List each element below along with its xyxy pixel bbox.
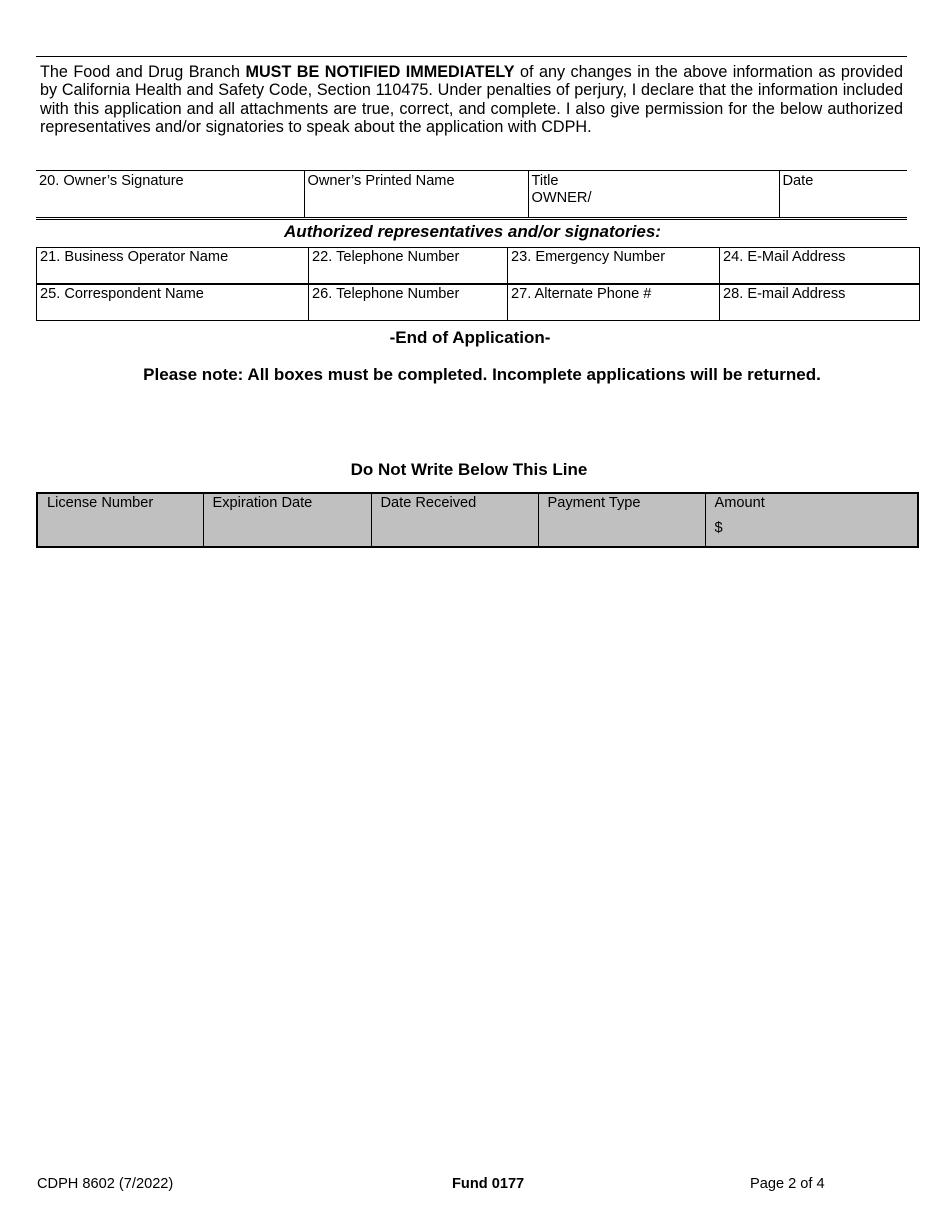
date-received-label: Date Received xyxy=(380,495,477,511)
field-label: 23. Emergency Number xyxy=(511,249,666,265)
license-number-cell xyxy=(37,493,203,547)
date-label: Date xyxy=(782,173,814,189)
field-label: 22. Telephone Number xyxy=(312,249,460,265)
end-of-application: -End of Application- xyxy=(389,328,551,347)
operator-telephone-field[interactable] xyxy=(309,248,508,285)
field-label: 28. E-mail Address xyxy=(723,286,846,302)
field-label: 27. Alternate Phone # xyxy=(511,286,652,302)
field-label: 25. Correspondent Name xyxy=(40,286,204,302)
title-label: Title xyxy=(531,173,559,189)
expiration-date-cell xyxy=(203,493,371,547)
payment-type-label: Payment Type xyxy=(547,495,641,511)
top-rule xyxy=(36,56,907,57)
title-value: OWNER/ xyxy=(531,190,592,206)
date-received-cell xyxy=(371,493,538,547)
license-number-label: License Number xyxy=(47,495,154,511)
form-id: CDPH 8602 (7/2022) xyxy=(37,1176,174,1192)
declaration-emphasis: MUST BE NOTIFIED IMMEDIATELY xyxy=(245,63,515,81)
declaration-body: of any changes in the above information as provided by California Health and Safety Code, Section 110475. Under penalties of perjury, I declare that the information included with this application and all attachments are true, correct, and complete. I also give permission for the below authorized representatives and/or signatories to speak about the application with CDPH. xyxy=(40,63,903,137)
owner-signature-label: 20. Owner’s Signature xyxy=(39,173,184,189)
expiration-date-label: Expiration Date xyxy=(212,495,313,511)
representatives-row xyxy=(37,248,920,285)
amount-cell xyxy=(705,493,918,547)
correspondent-name-field[interactable] xyxy=(37,284,309,321)
payment-type-cell xyxy=(538,493,705,547)
amount-currency: $ xyxy=(714,520,723,536)
office-use-table xyxy=(36,492,919,548)
page-number: Page 2 of 4 xyxy=(750,1176,825,1192)
correspondent-email-field[interactable] xyxy=(720,284,920,321)
representatives-table xyxy=(36,247,920,321)
date-field[interactable] xyxy=(779,171,907,219)
field-label: 21. Business Operator Name xyxy=(40,249,229,265)
owner-printed-name-label: Owner’s Printed Name xyxy=(307,173,455,189)
business-operator-name-field[interactable] xyxy=(37,248,309,285)
field-label: 24. E-Mail Address xyxy=(723,249,846,265)
emergency-number-field[interactable] xyxy=(508,248,720,285)
field-label: 26. Telephone Number xyxy=(312,286,460,302)
owner-signature-field[interactable] xyxy=(36,171,304,219)
signature-table xyxy=(36,170,907,220)
amount-label: Amount xyxy=(714,495,765,511)
title-field[interactable] xyxy=(528,171,779,219)
office-use-heading: Do Not Write Below This Line xyxy=(350,460,588,479)
alternate-phone-field[interactable] xyxy=(508,284,720,321)
declaration-text xyxy=(40,63,903,137)
representatives-row xyxy=(37,284,920,321)
representatives-heading: Authorized representatives and/or signatories: xyxy=(284,222,661,241)
declaration-intro: The Food and Drug Branch xyxy=(40,63,246,81)
correspondent-telephone-field[interactable] xyxy=(309,284,508,321)
completion-note: Please note: All boxes must be completed. Incomplete applications will be returned. xyxy=(143,365,821,384)
operator-email-field[interactable] xyxy=(720,248,920,285)
owner-printed-name-field[interactable] xyxy=(304,171,528,219)
fund-number: Fund 0177 xyxy=(452,1176,525,1192)
